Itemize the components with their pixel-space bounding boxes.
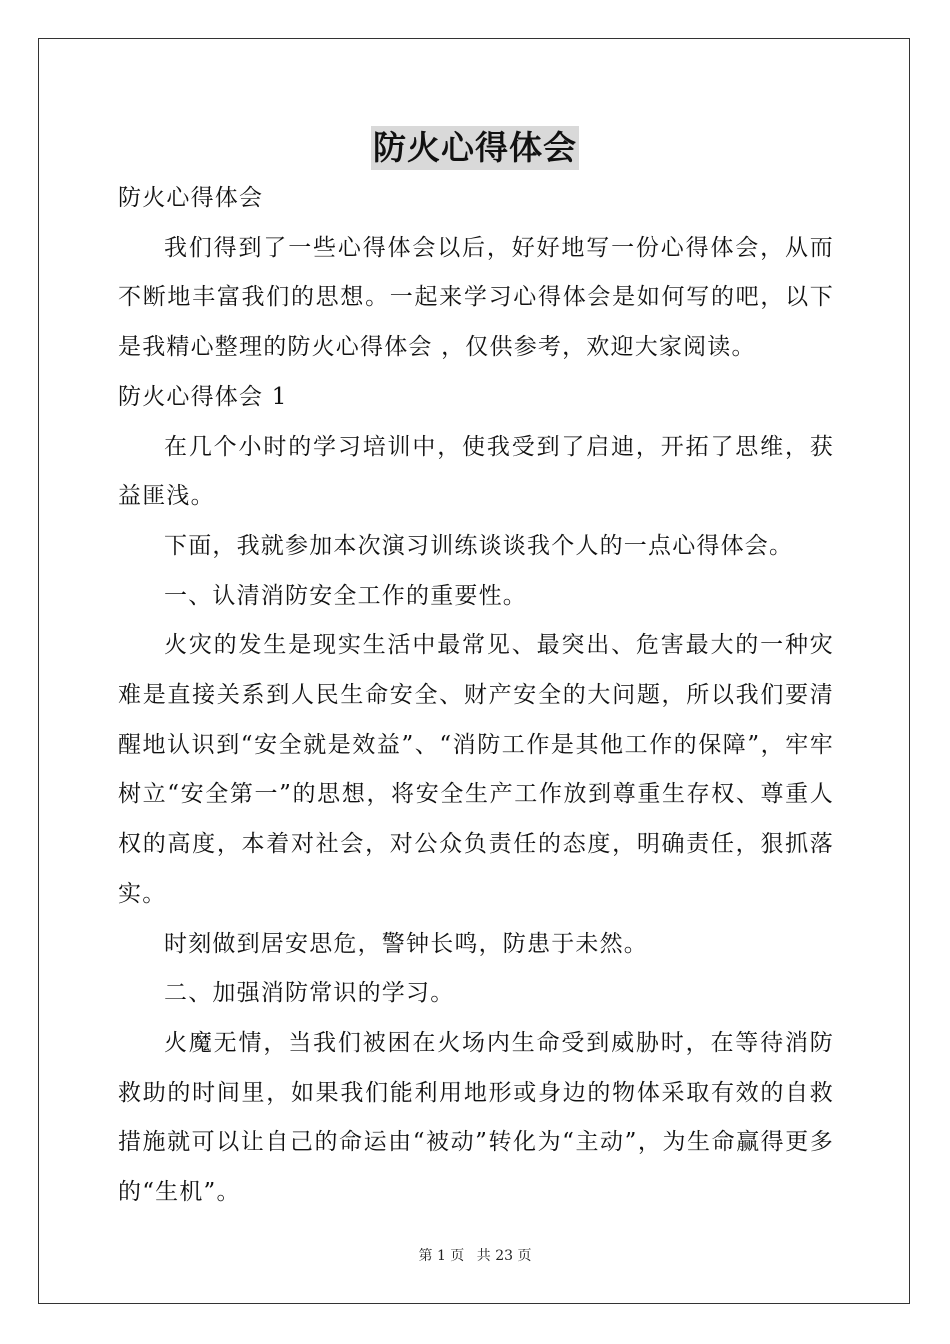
paragraph: 下面，我就参加本次演习训练谈谈我个人的一点心得体会。	[164, 532, 794, 559]
document-title: 防火心得体会	[371, 126, 579, 170]
page-number: 第 1 页	[418, 1248, 465, 1264]
page-footer	[0, 1246, 950, 1266]
paragraph: 在几个小时的学习培训中，使我受到了启迪，开拓了思维，获益匪浅。	[118, 433, 834, 510]
paragraph: 我们得到了一些心得体会以后，好好地写一份心得体会，从而不断地丰富我们的思想。一起来学习心得体会是如何写的吧，以下是我精心整理的防火心得体会 ，仅供参考，欢迎大家阅读。	[118, 234, 834, 361]
paragraph: 一、认清消防安全工作的重要性。	[164, 582, 527, 609]
title-container	[0, 126, 950, 170]
page-total: 共 23 页	[476, 1248, 532, 1264]
document-body	[118, 174, 834, 1218]
section-heading: 防火心得体会 1	[118, 383, 288, 410]
paragraph: 火灾的发生是现实生活中最常见、最突出、危害最大的一种灾难是直接关系到人民生命安全、财产安全的大问题，所以我们要清醒地认识到“安全就是效益”、“消防工作是其他工作的保障”，牢牢树立“安全第一”的思想，将安全生产工作放到尊重生存权、尊重人权的高度，本着对社会，对公众负责任的态度，明确责任，狠抓落实。	[118, 632, 834, 907]
paragraph: 二、加强消防常识的学习。	[164, 980, 455, 1007]
paragraph: 火魔无情，当我们被困在火场内生命受到威胁时，在等待消防救助的时间里，如果我们能利用地形或身边的物体采取有效的自救措施就可以让自己的命运由“被动”转化为“主动”，为生命赢得更多的“生机”。	[118, 1029, 834, 1206]
paragraph-heading: 防火心得体会	[118, 185, 264, 211]
paragraph: 时刻做到居安思危，警钟长鸣，防患于未然。	[164, 930, 648, 957]
